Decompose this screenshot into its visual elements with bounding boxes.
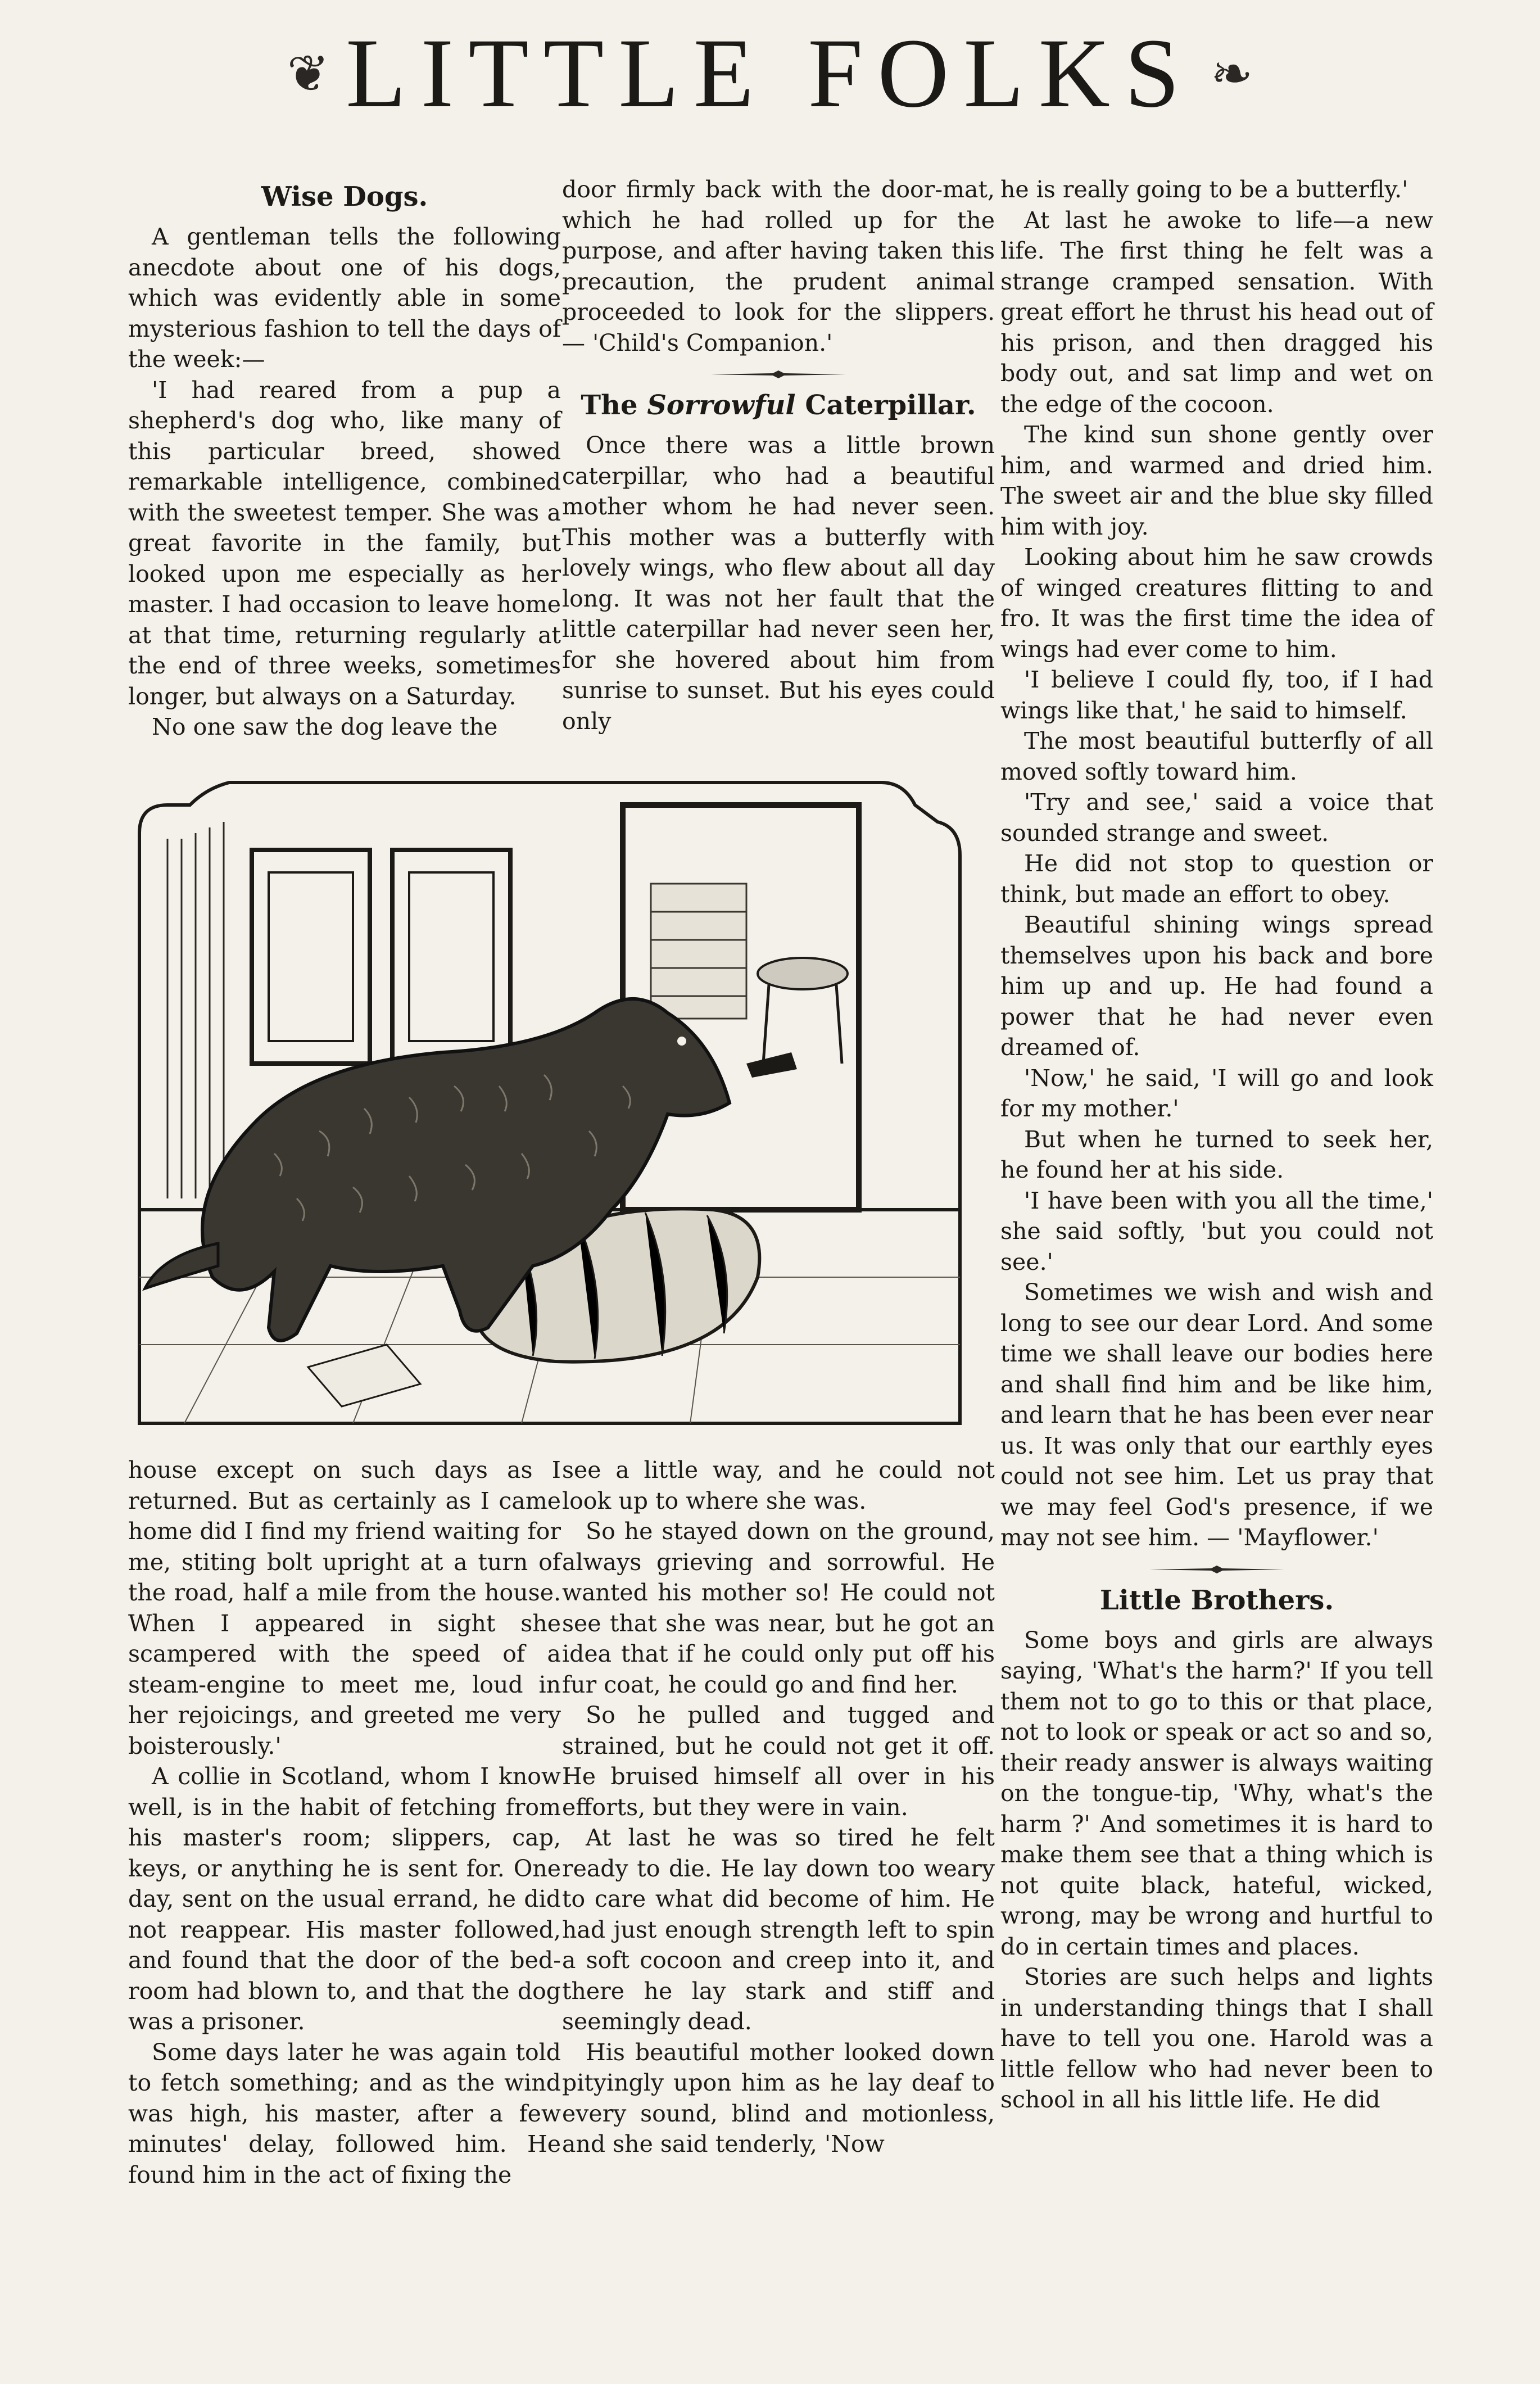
wise-dogs-paragraph: No one saw the dog leave the <box>152 713 498 740</box>
wise-dogs-paragraph: A gentleman tells the following anecdote about one of his dogs, which was evidently able in some mysterious fashion to tell the days of the week:— <box>128 223 561 373</box>
wise-dogs-paragraph: 'I had reared from a pup a shepherd's dog who, like many of this particular breed, showed remarkable intelligence, combined with the sweetest temper. She was a great favorite in the family, but looked upon me especially as her master. I had occasion to leave home at that time, returning regularly at the end of three weeks, sometimes longer, but always on a Saturday. <box>128 376 561 710</box>
column-2-bottom <box>562 1455 995 2160</box>
caterpillar-heading: The Sorrowful Caterpillar. <box>581 390 976 421</box>
dresser <box>651 884 746 1019</box>
caterpillar-paragraph: Once there was a little brown caterpillar, who had a beautiful mother whom he had never seen. This mother was a butterfly with lovely wings, who flew about all day long. It was not her fault that the little caterpillar had never seen her, for she hovered about him from sunrise to sunset. But his eyes could only <box>562 432 995 735</box>
caterpillar-paragraph: So he pulled and tugged and strained, but he could not get it off. He bruised himself all over in his efforts, but they were in vain. <box>562 1702 995 1821</box>
column-1-bottom <box>128 1455 561 2190</box>
page-title: LITTLE FOLKS <box>346 19 1194 128</box>
wise-dogs-paragraph: Some days later he was again told to fetch something; and as the wind was high, his master, after a few minutes' delay, followed him. He found him in the act of fixing the <box>128 2038 561 2188</box>
caterpillar-paragraph: see a little way, and he could not look up to where she was. <box>562 1456 995 1514</box>
caterpillar-paragraph: But when he turned to seek her, he found her at his side. <box>1000 1125 1433 1183</box>
dog-eye <box>677 1037 686 1046</box>
column-1-top <box>128 174 561 743</box>
left-ornament-icon: ❦ <box>287 44 330 103</box>
caterpillar-paragraph: 'I believe I could fly, too, if I had wings like that,' he said to himself. <box>1000 666 1433 724</box>
caterpillar-paragraph: So he stayed down on the ground, always grieving and sorrowful. He wanted his mother so! He could not see that she was near, but he got an idea that if he could only put off his fur coat, he could go and find her. <box>562 1518 995 1698</box>
stool <box>758 958 848 989</box>
section-divider <box>711 370 846 378</box>
little-brothers-paragraph: Some boys and girls are always saying, 'What's the harm?' If you tell them not to go to this or that place, not to look or speak or act so and so, their ready answer is always waiting on the tongue-tip, 'Why, what's the harm ?' And sometimes it is hard to make them see that a thing which is not quite black, hateful, wicked, wrong, may be wrong and hurtful to do in certain times and places. <box>1000 1626 1433 1960</box>
wise-dogs-paragraph: door firmly back with the door-mat, which he had rolled up for the purpose, and after having taken this precaution, the prudent animal proceeded to look for the slippers. — 'Child's Companion.' <box>562 176 995 356</box>
column-2-top <box>562 174 995 736</box>
caterpillar-paragraph: He did not stop to question or think, but made an effort to obey. <box>1000 850 1433 908</box>
masthead <box>0 17 1540 141</box>
dog-illustration <box>128 771 982 1435</box>
caterpillar-paragraph: Looking about him he saw crowds of winged creatures flitting to and fro. It was the first time the idea of wings had ever come to him. <box>1000 544 1433 663</box>
caterpillar-paragraph: At last he awoke to life—a new life. The first thing he felt was a strange cramped sensation. With great effort he thrust his head out of his prison, and then dragged his body out, and sat limp and wet on the edge of the cocoon. <box>1000 206 1433 418</box>
caterpillar-paragraph: 'I have been with you all the time,' she said softly, 'but you could not see.' <box>1000 1187 1433 1275</box>
caterpillar-paragraph: The kind sun shone gently over him, and warmed and dried him. The sweet air and the blue sky filled him with joy. <box>1000 421 1433 540</box>
little-brothers-paragraph: Stories are such helps and lights in understanding things that I shall have to tell you one. Harold was a little fellow who had never been to school in all his little life. He did <box>1000 1964 1433 2113</box>
section-divider <box>1149 1566 1284 1573</box>
caterpillar-paragraph: His beautiful mother looked down pityingly upon him as he lay deaf to every sound, blind and motionless, and she said tenderly, 'Now <box>562 2038 995 2157</box>
wise-dogs-paragraph: A collie in Scotland, whom I know well, is in the habit of fetching from his master's room; slippers, cap, keys, or anything he is sent for. One day, sent on the usual errand, he did not reappear. His master followed, and found that the door of the bed-room had blown to, and that the dog was a prisoner. <box>128 1763 561 2035</box>
caterpillar-paragraph: he is really going to be a butterfly.' <box>1000 176 1408 203</box>
caterpillar-paragraph: The most beautiful butterfly of all moved softly toward him. <box>1000 727 1433 785</box>
caterpillar-paragraph: 'Now,' he said, 'I will go and look for my mother.' <box>1000 1064 1433 1122</box>
caterpillar-paragraph: 'Try and see,' said a voice that sounded strange and sweet. <box>1000 789 1433 847</box>
column-3 <box>1000 174 1433 2115</box>
wise-dogs-paragraph: house except on such days as I returned. But as certainly as I came home did I find my friend waiting for me, stiting bolt upright at a turn of the road, half a mile from the house. When I appeared in sight she scampered with the speed of a steam-engine to meet me, loud in her rejoicings, and greeted me very boisterously.' <box>128 1456 561 1759</box>
wise-dogs-heading: Wise Dogs. <box>261 181 428 212</box>
caterpillar-paragraph: Beautiful shining wings spread themselves upon his back and bore him up and up. He had found a power that he had never even dreamed of. <box>1000 911 1433 1061</box>
right-ornament-icon: ❧ <box>1210 44 1253 103</box>
caterpillar-paragraph: At last he was so tired he felt ready to die. He lay down too weary to care what did become of him. He had just enough strength left to spin a soft cocoon and creep into it, and there he lay stark and stiff and seemingly dead. <box>562 1824 995 2035</box>
little-brothers-heading: Little Brothers. <box>1099 1584 1334 1616</box>
caterpillar-paragraph: Sometimes we wish and wish and long to see our dear Lord. And some time we shall leave our bodies here and shall find him and be like him, and learn that he has been ever near us. It was only that our earthly eyes could not see him. Let us pray that we may feel God's presence, if we may not see him. — 'Mayflower.' <box>1000 1279 1433 1551</box>
